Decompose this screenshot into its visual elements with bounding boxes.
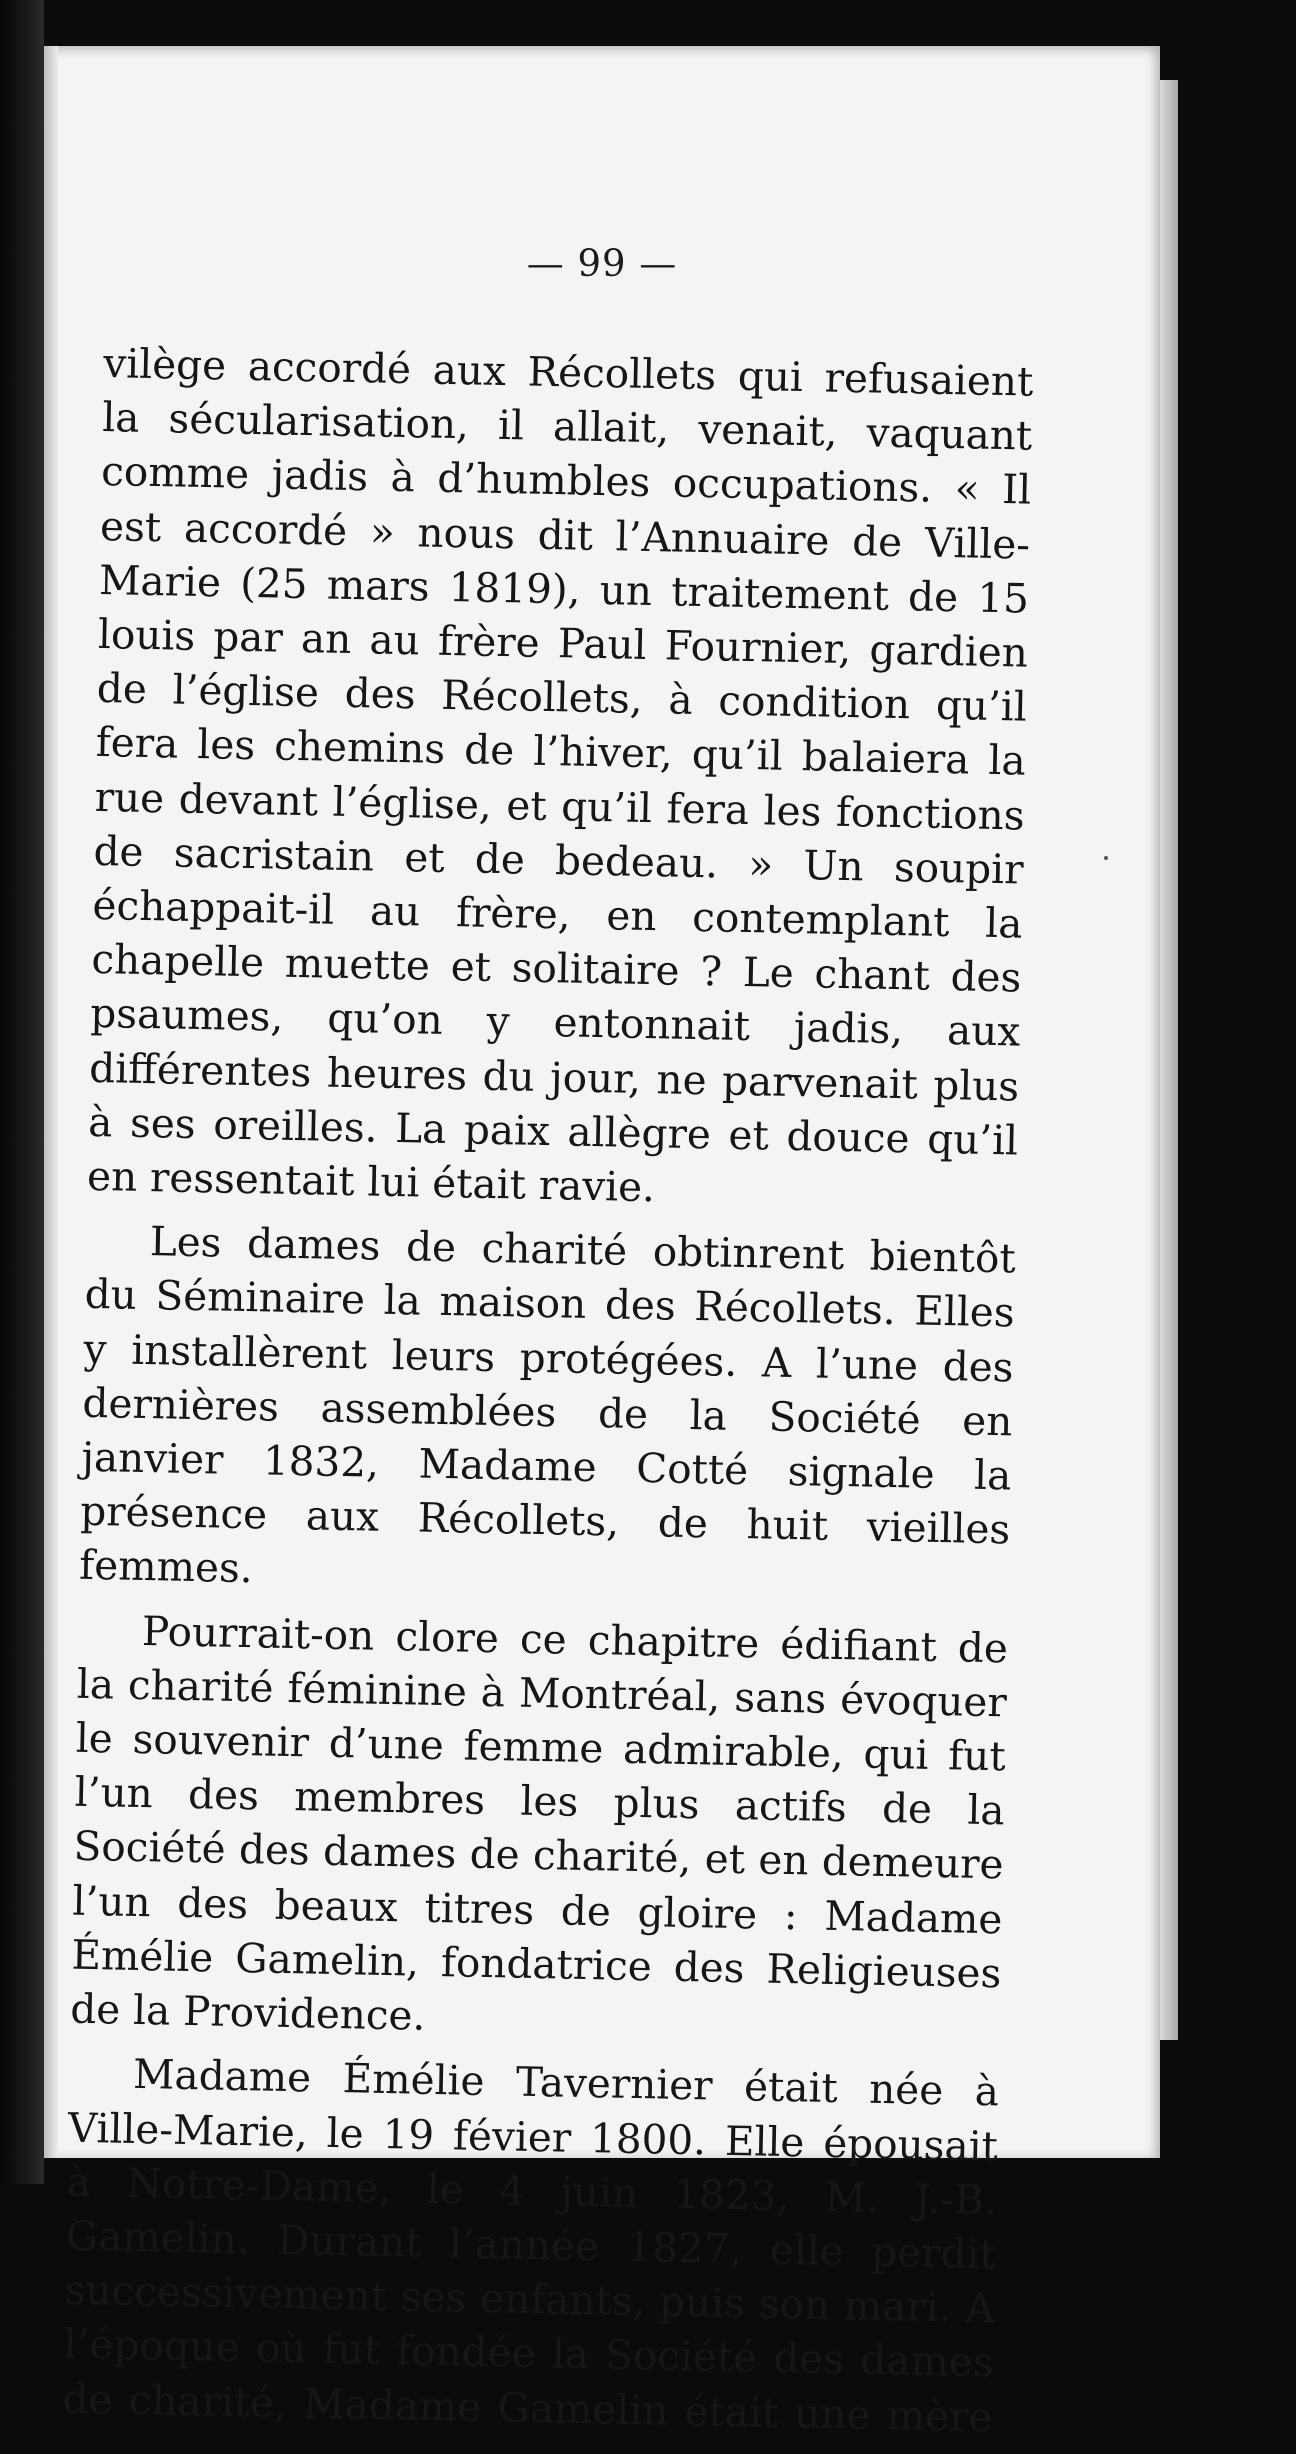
body-text <box>62 336 1034 2454</box>
paragraph-2: Les dames de charité obtinrent bientôt du Séminaire la maison des Récollets. Elles y installèrent leurs protégées. A l’une des dernières assemblées de la Société en janvier 1832, Madame Cotté signale la présence aux Récollets, de huit vieilles femmes. <box>78 1217 1017 1593</box>
book-page <box>44 46 1160 2441</box>
paragraph-3: Pourrait-on clore ce chapitre édifiant de la charité féminine à Montréal, sans évoquer le souvenir d’une femme admirable, qui fut l’un des membres les plus actifs de la Société des dames de charité, et en demeure l’un des beaux titres de gloire : Madame Émélie Gamelin, fondatrice des Religieuses de la Providence. <box>69 1606 1009 2040</box>
paragraph-4: Madame Émélie Tavernier était née à Ville-Marie, le 19 févier 1800. Elle épousait à Notre-Dame, le 4 juin 1823, M. J.-B. Gamelin. Durant l’année 1827, elle perdit successivement ses enfants, puis son mari. A l’époque où fut fondée la Société des dames de charité, Madame Gamelin était une mère <box>62 2050 1000 2441</box>
page-gutter <box>44 46 58 2158</box>
scan-dark-margin <box>0 0 44 2184</box>
page-stack-edge <box>1160 80 1178 2040</box>
page-number: — 99 — <box>526 242 678 285</box>
paragraph-1: vilège accordé aux Récollets qui refusaient la sécularisation, il allait, venait, vaquant comme jadis à d’humbles occupations. « Il est accordé » nous dit l’Annuaire de Ville-Marie (25 mars 1819), un traitement de 15 louis par an au frère Paul Fournier, gardien de l’église des Récollets, à condition qu’il fera les chemins de l’hiver, qu’il balaiera la rue devant l’église, et qu’il fera les fonctions de sacristain et de bedeau. » Un soupir échappait-il au frère, en contemplant la chapelle muette et solitaire ? Le chant des psaumes, qu’on y entonnait jadis, aux différentes heures du jour, ne parvenait plus à ses oreilles. La paix allègre et douce qu’il en ressentait lui était ravie. <box>86 338 1034 1212</box>
scan-speck <box>1104 856 1108 860</box>
